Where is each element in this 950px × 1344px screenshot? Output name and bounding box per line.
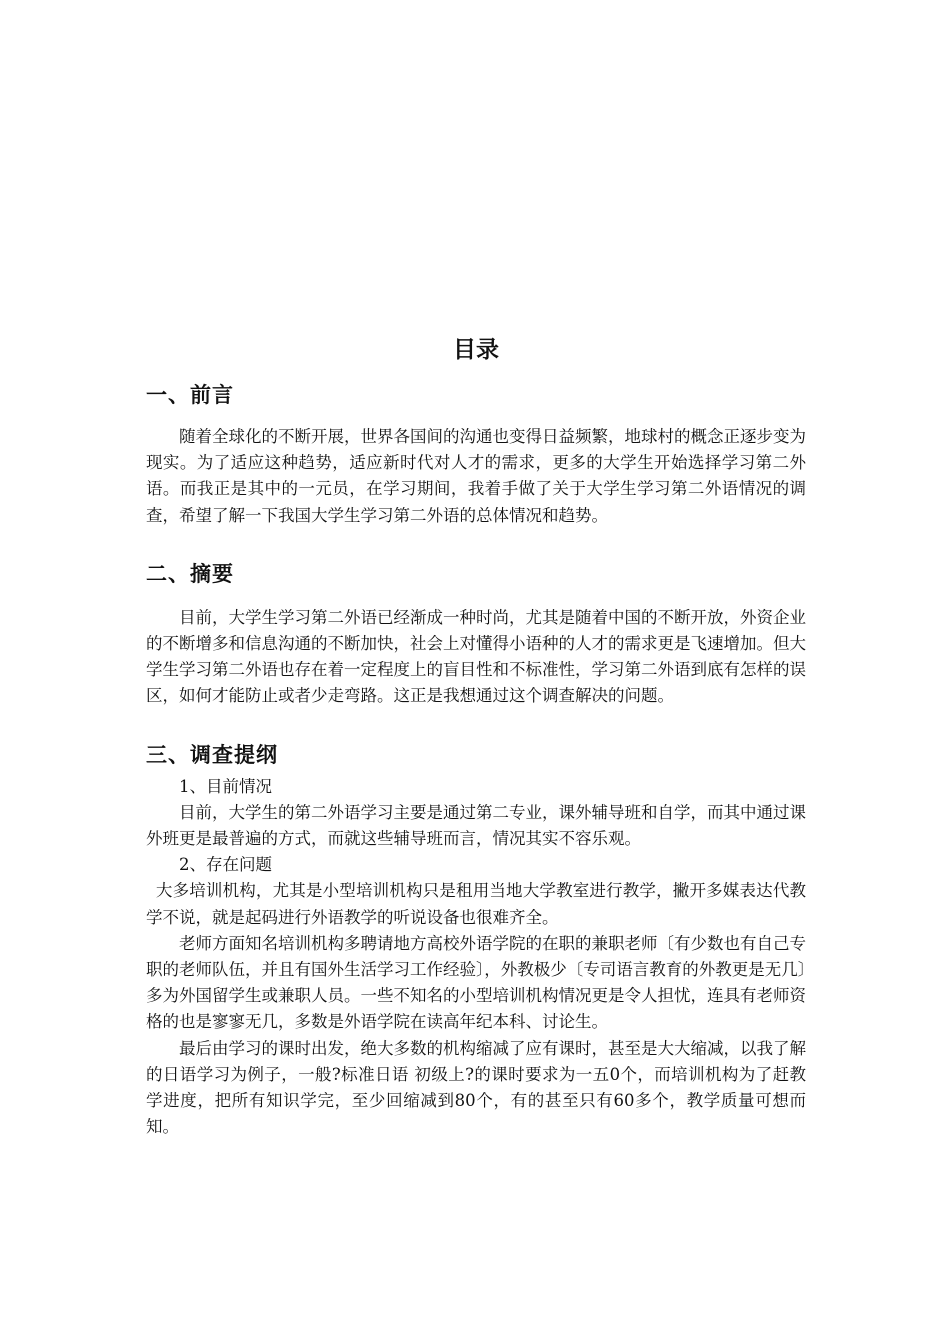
section-survey-outline: [146, 738, 806, 1141]
section-preface: [146, 378, 806, 529]
paragraph: 老师方面知名培训机构多聘请地方高校外语学院的在职的兼职老师〔有少数也有自己专职的老师队伍，并且有国外生活学习工作经验〕，外教极少〔专司语言教育的外教更是无几〕多为外国留学生或兼职人员。一些不知名的小型培训机构情况更是令人担忧，连具有老师资格的也是寥寥无几，多数是外语学院在读高年纪本科、讨论生。: [146, 933, 806, 1032]
paragraph: 大多培训机构，尤其是小型培训机构只是租用当地大学教室进行教学，撇开多媒表达代教学不说，就是起码进行外语教学的听说设备也很难齐全。: [146, 881, 806, 927]
section-abstract: [146, 557, 806, 710]
section-heading: 一、前言: [146, 382, 234, 407]
paragraph: 随着全球化的不断开展，世界各国间的沟通也变得日益频繁，地球村的概念正逐步变为现实。为了适应这种趋势，适应新时代对人才的需求，更多的大学生开始选择学习第二外语。而我正是其中的一元员，在学习期间，我着手做了关于大学生学习第二外语情况的调查，希望了解一下我国大学生学习第二外语的总体情况和趋势。: [146, 427, 806, 525]
paragraph: 目前，大学生的第二外语学习主要是通过第二专业，课外辅导班和自学，而其中通过课外班更是最普遍的方式，而就这些辅导班而言，情况其实不容乐观。: [146, 802, 806, 849]
section-heading: 三、调查提纲: [146, 741, 278, 767]
subheading-existing-problems: 2、存在问题: [179, 855, 272, 875]
document-page: [146, 330, 806, 1140]
document-title: 目录: [453, 337, 499, 363]
subheading-current-situation: 1、目前情况: [179, 776, 272, 796]
section-heading: 二、摘要: [146, 560, 234, 586]
paragraph: 最后由学习的课时出发，绝大多数的机构缩减了应有课时，甚至是大大缩减，以我了解的日语学习为例子，一般?标准日语 初级上?的课时要求为一五0个，而培训机构为了赶教学进度，把所有知识学完，至少回缩减到80个，有的甚至只有60多个，教学质量可想而知。: [146, 1038, 806, 1137]
paragraph: 目前，大学生学习第二外语已经渐成一种时尚，尤其是随着中国的不断开放，外资企业的不断增多和信息沟通的不断加快，社会上对懂得小语种的人才的需求更是飞速增加。但大学生学习第二外语也存在着一定程度上的盲目性和不标准性，学习第二外语到底有怎样的误区，如何才能防止或者少走弯路。这正是我想通过这个调查解决的问题。: [146, 607, 806, 706]
